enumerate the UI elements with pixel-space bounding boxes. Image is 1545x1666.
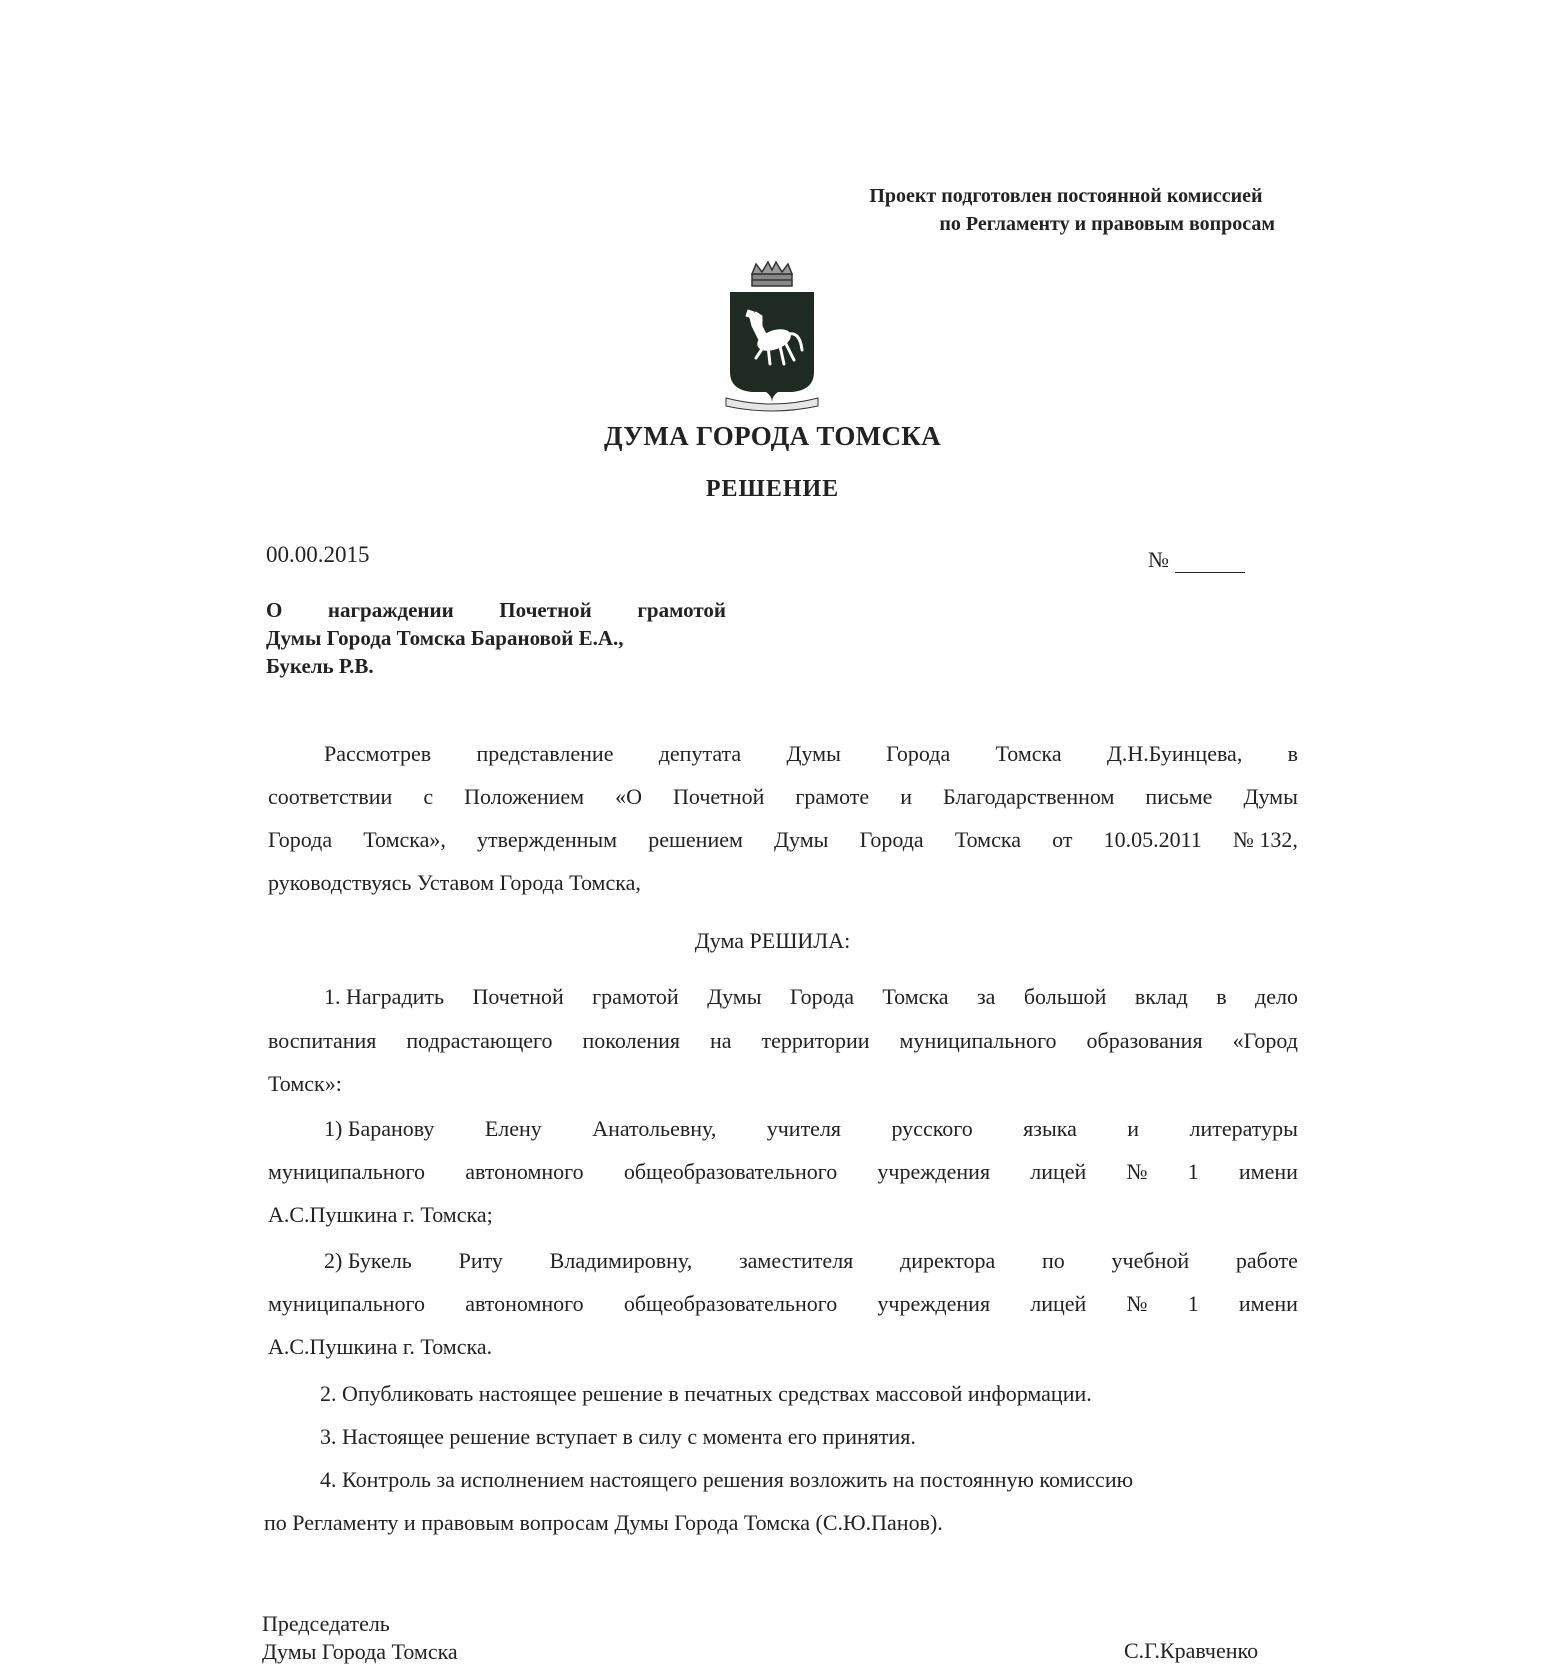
document-date: 00.00.2015 bbox=[266, 542, 370, 567]
word: Томска bbox=[954, 827, 1021, 852]
word: муниципального bbox=[268, 1291, 426, 1316]
word: Благодарственном bbox=[943, 784, 1115, 809]
word: заместителя bbox=[738, 1248, 854, 1273]
word: большой bbox=[1023, 984, 1107, 1009]
word: учебной bbox=[1111, 1248, 1190, 1273]
word: с bbox=[423, 784, 434, 809]
number-label: № bbox=[1148, 547, 1169, 572]
word: образования bbox=[1086, 1028, 1203, 1053]
word: Почетной bbox=[472, 984, 564, 1009]
word: лицей bbox=[1030, 1159, 1087, 1184]
word: лицей bbox=[1030, 1291, 1087, 1316]
word: автономного bbox=[465, 1159, 584, 1184]
signature-title-line-2: Думы Города Томска bbox=[262, 1639, 458, 1664]
word: в bbox=[1287, 741, 1298, 766]
word: решением bbox=[648, 827, 743, 852]
word: Думы bbox=[1243, 784, 1298, 809]
item-2: 2. Опубликовать настоящее решение в печатных средствах массовой информации. bbox=[320, 1381, 1092, 1406]
signature-title-line-1: Председатель bbox=[262, 1611, 390, 1636]
sub-1-line-1 bbox=[324, 1116, 1298, 1142]
sub-1-line-3: А.С.Пушкина г. Томска; bbox=[268, 1202, 493, 1227]
word: русского bbox=[891, 1116, 973, 1141]
word: учреждения bbox=[877, 1159, 991, 1184]
word: награждении bbox=[327, 598, 454, 622]
word: Города bbox=[886, 741, 951, 766]
word: № 132, bbox=[1232, 827, 1298, 852]
sub-2-line-3: А.С.Пушкина г. Томска. bbox=[268, 1334, 493, 1359]
word: Думы bbox=[707, 984, 762, 1009]
word: О bbox=[266, 598, 283, 622]
word: Томска», bbox=[363, 827, 446, 852]
word: Думы bbox=[786, 741, 841, 766]
word: в bbox=[1216, 984, 1227, 1009]
word: утвержденным bbox=[477, 827, 618, 852]
draft-prepared-note bbox=[869, 182, 1275, 238]
preamble-line-3 bbox=[268, 827, 1298, 853]
word: воспитания bbox=[268, 1028, 377, 1053]
word: автономного bbox=[465, 1291, 584, 1316]
word: 1) Баранову bbox=[324, 1116, 435, 1141]
item-3: 3. Настоящее решение вступает в силу с момента его принятия. bbox=[320, 1424, 916, 1449]
item-4-line-2: по Регламенту и правовым вопросам Думы Города Томска (С.Ю.Панов). bbox=[264, 1510, 943, 1535]
sub-2-line-2 bbox=[268, 1291, 1298, 1317]
word: Думы bbox=[774, 827, 829, 852]
word: Почетной bbox=[499, 598, 592, 622]
word: Томска bbox=[995, 741, 1062, 766]
word: литературы bbox=[1189, 1116, 1298, 1141]
word: подрастающего bbox=[406, 1028, 553, 1053]
word: учителя bbox=[766, 1116, 842, 1141]
word: дело bbox=[1255, 984, 1298, 1009]
word: за bbox=[976, 984, 996, 1009]
word: и bbox=[900, 784, 912, 809]
word: от bbox=[1052, 827, 1073, 852]
word: депутата bbox=[658, 741, 742, 766]
word: поколения bbox=[582, 1028, 680, 1053]
word: муниципального bbox=[899, 1028, 1057, 1053]
item-4-line-1: 4. Контроль за исполнением настоящего решения возложить на постоянную комиссию bbox=[320, 1467, 1134, 1492]
word: Рассмотрев bbox=[324, 741, 432, 766]
item-1-line-1 bbox=[324, 984, 1298, 1010]
decided-heading: Дума РЕШИЛА: bbox=[694, 928, 851, 953]
organization-name: ДУМА ГОРОДА ТОМСКА bbox=[604, 421, 941, 451]
word: грамотой bbox=[637, 598, 726, 622]
word: Почетной bbox=[673, 784, 765, 809]
signature-name: С.Г.Кравченко bbox=[1124, 1638, 1259, 1663]
sub-1-line-2 bbox=[268, 1159, 1298, 1185]
word: № bbox=[1126, 1159, 1148, 1184]
word: грамотой bbox=[592, 984, 679, 1009]
document-number bbox=[1148, 547, 1245, 573]
word: «Город bbox=[1232, 1028, 1298, 1053]
word: по bbox=[1042, 1248, 1065, 1273]
word: работе bbox=[1235, 1248, 1298, 1273]
subject-line-1 bbox=[266, 596, 726, 624]
signature-title bbox=[262, 1610, 458, 1666]
word: вклад bbox=[1134, 984, 1188, 1009]
word: общеобразовательного bbox=[623, 1291, 838, 1316]
word: Города bbox=[268, 827, 333, 852]
word: учреждения bbox=[877, 1291, 991, 1316]
word: муниципального bbox=[268, 1159, 426, 1184]
word: 10.05.2011 bbox=[1103, 827, 1202, 852]
draft-note-line-1: Проект подготовлен постоянной комиссией bbox=[869, 185, 1263, 207]
word: 2) Букель bbox=[324, 1248, 412, 1273]
word: Риту bbox=[458, 1248, 503, 1273]
word: Анатольевну, bbox=[592, 1116, 717, 1141]
word: и bbox=[1127, 1116, 1140, 1141]
preamble-line-2 bbox=[268, 784, 1298, 810]
word: общеобразовательного bbox=[623, 1159, 838, 1184]
tomsk-coat-of-arms-icon bbox=[722, 260, 822, 416]
word: грамоте bbox=[795, 784, 870, 809]
word: 1. Наградить bbox=[324, 984, 445, 1009]
document-kind: РЕШЕНИЕ bbox=[705, 476, 840, 502]
word: представление bbox=[476, 741, 614, 766]
item-1-line-3: Томск»: bbox=[268, 1071, 342, 1096]
word: Владимировну, bbox=[549, 1248, 693, 1273]
word: Города bbox=[789, 984, 854, 1009]
word: «О bbox=[615, 784, 642, 809]
subject-line-2: Думы Города Томска Барановой Е.А., bbox=[266, 626, 624, 650]
number-blank bbox=[1175, 554, 1245, 573]
draft-note-line-2: по Регламенту и правовым вопросам bbox=[939, 213, 1275, 235]
preamble-line-1 bbox=[324, 741, 1298, 767]
word: директора bbox=[900, 1248, 996, 1273]
word: территории bbox=[761, 1028, 870, 1053]
sub-2-line-1 bbox=[324, 1248, 1298, 1274]
word: Положением bbox=[464, 784, 585, 809]
word: на bbox=[709, 1028, 732, 1053]
decision-subject bbox=[266, 596, 726, 680]
word: Д.Н.Буинцева, bbox=[1106, 741, 1243, 766]
word: письме bbox=[1145, 784, 1213, 809]
word: имени bbox=[1238, 1159, 1298, 1184]
word: Елену bbox=[484, 1116, 542, 1141]
word: соответствии bbox=[268, 784, 393, 809]
word: языка bbox=[1023, 1116, 1077, 1141]
preamble-line-4: руководствуясь Уставом Города Томска, bbox=[268, 870, 641, 895]
item-1-line-2 bbox=[268, 1028, 1298, 1054]
word: имени bbox=[1238, 1291, 1298, 1316]
word: Томска bbox=[882, 984, 949, 1009]
word: 1 bbox=[1187, 1159, 1199, 1184]
word: 1 bbox=[1187, 1291, 1199, 1316]
word: Города bbox=[859, 827, 924, 852]
subject-line-3: Букель Р.В. bbox=[266, 654, 374, 678]
word: № bbox=[1126, 1291, 1148, 1316]
